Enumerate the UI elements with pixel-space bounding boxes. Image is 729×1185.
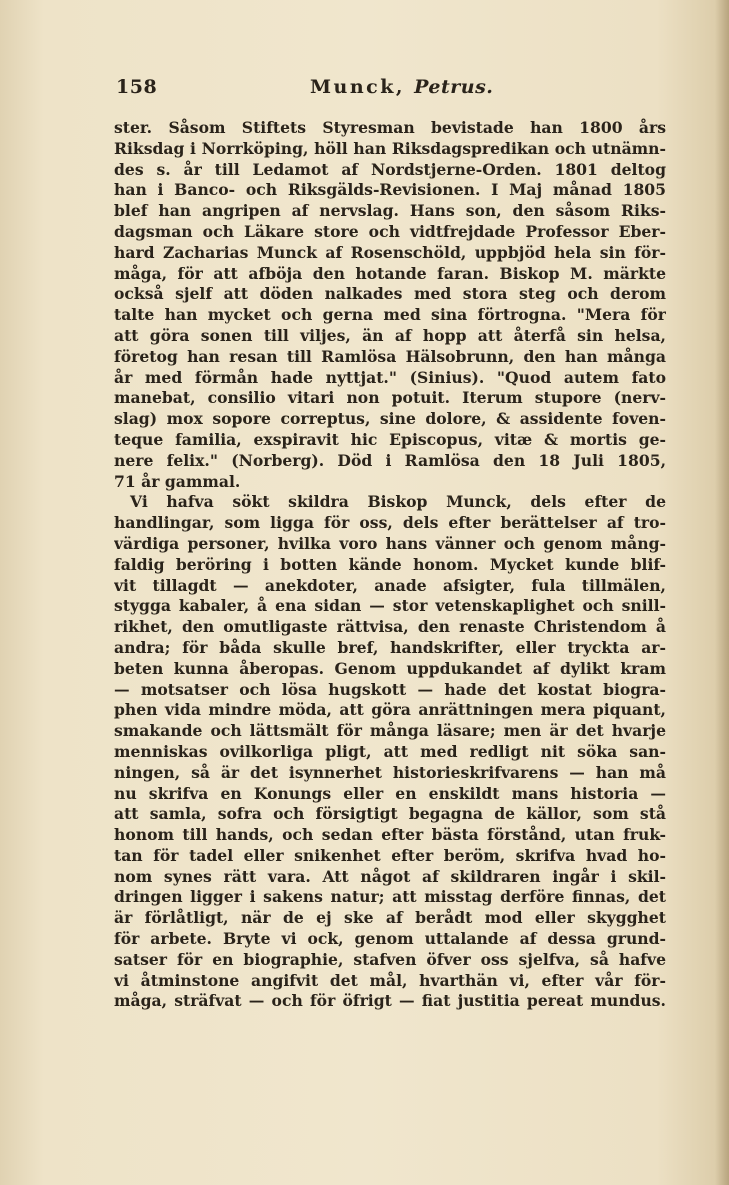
text-line: slag) mox sopore correptus, sine dolore, & assidente foven- (114, 409, 666, 429)
text-line: rikhet, den omutligaste rättvisa, den renaste Christendom å (114, 617, 666, 637)
text-line: hard Zacharias Munck af Rosenschöld, uppbjöd hela sin för- (114, 242, 666, 262)
text-line: vi åtminstone angifvit det mål, hvarthän vi, efter vår för- (114, 970, 666, 990)
body-text (114, 118, 666, 1012)
author-surname: Munck, (310, 76, 406, 98)
text-line: också sjelf att döden nalkades med stora steg och derom (114, 284, 666, 304)
text-line: blef han angripen af nervslag. Hans son, den såsom Riks- (114, 201, 666, 221)
text-line: nom synes rätt vara. Att något af skildraren ingår i skil- (114, 866, 666, 886)
running-header (116, 76, 666, 106)
text-line: smakande och lättsmält för många läsare; men är det hvarje (114, 721, 666, 741)
text-line: dringen ligger i sakens natur; att misstag derföre finnas, det (114, 887, 666, 907)
text-line: år med förmån hade nyttjat." (Sinius). "Quod autem fato (114, 367, 666, 387)
text-line: honom till hands, och sedan efter bästa förstånd, utan fruk- (114, 825, 666, 845)
text-line: handlingar, som ligga för oss, dels efter berättelser af tro- (114, 513, 666, 533)
text-line: beten kunna åberopas. Genom uppdukandet af dylikt kram (114, 658, 666, 678)
text-line: för arbete. Bryte vi ock, genom uttalande af dessa grund- (114, 929, 666, 949)
text-line: — motsatser och lösa hugskott — hade det kostat biogra- (114, 679, 666, 699)
text-line: phen vida mindre möda, att göra anrättningen mera piquant, (114, 700, 666, 720)
page-edge-shadow (715, 0, 729, 1185)
text-line: ster. Såsom Stiftets Styresman bevistade han 1800 års (114, 118, 666, 137)
text-line: stygga kabaler, å ena sidan — stor vetenskaplighet och snill- (114, 596, 666, 616)
text-line: ningen, så är det isynnerhet historieskrifvarens — han må (114, 762, 666, 782)
text-line: måga, sträfvat — och för öfrigt — fiat justitia pereat mundus. (114, 991, 666, 1011)
text-line: Riksdag i Norrköping, höll han Riksdagspredikan och utnämn- (114, 138, 666, 158)
running-title (310, 76, 493, 98)
text-line: värdiga personer, hvilka voro hans vänner och genom mång- (114, 533, 666, 553)
text-line: nere felix." (Norberg). Död i Ramlösa den 18 Juli 1805, (114, 450, 666, 470)
text-line: vit tillagdt — anekdoter, anade afsigter, fula tillmälen, (114, 575, 666, 595)
page-number: 158 (116, 76, 158, 98)
text-line: andra; för båda skulle bref, handskrifter, eller tryckta ar- (114, 637, 666, 657)
text-line: satser för en biographie, stafven öfver oss sjelfva, så hafve (114, 949, 666, 969)
text-line: faldig beröring i botten kände honom. Mycket kunde blif- (114, 554, 666, 574)
text-line: menniskas ovilkorliga pligt, att med redligt nit söka san- (114, 741, 666, 761)
text-line: teque familia, exspiravit hic Episcopus, vitæ & mortis ge- (114, 429, 666, 449)
text-line: att samla, sofra och försigtigt begagna de källor, som stå (114, 804, 666, 824)
author-forename: Petrus. (414, 76, 494, 98)
text-line: nu skrifva en Konungs eller en enskildt mans historia — (114, 783, 666, 803)
text-line: tan för tadel eller snikenhet efter beröm, skrifva hvad ho- (114, 845, 666, 865)
text-line: att göra sonen till viljes, än af hopp att återfå sin helsa, (114, 325, 666, 345)
text-line: företog han resan till Ramlösa Hälsobrunn, den han många (114, 346, 666, 366)
text-line: manebat, consilio vitari non potuit. Iterum stupore (nerv- (114, 388, 666, 408)
text-line: är förlåtligt, när de ej ske af berådt mod eller skygghet (114, 908, 666, 928)
text-line-paragraph-end: 71 år gammal. (114, 471, 241, 491)
text-line: des s. år till Ledamot af Nordstjerne-Orden. 1801 deltog (114, 159, 666, 179)
text-line: dagsman och Läkare store och vidtfrejdade Professor Eber- (114, 221, 666, 241)
text-line: han i Banco- och Riksgälds-Revisionen. I Maj månad 1805 (114, 180, 666, 200)
text-line: talte han mycket och gerna med sina förtrogna. "Mera för (114, 305, 666, 325)
text-line: måga, för att afböja den hotande faran. Biskop M. märkte (114, 263, 666, 283)
text-line-paragraph-start: Vi hafva sökt skildra Biskop Munck, dels efter de (130, 492, 666, 512)
